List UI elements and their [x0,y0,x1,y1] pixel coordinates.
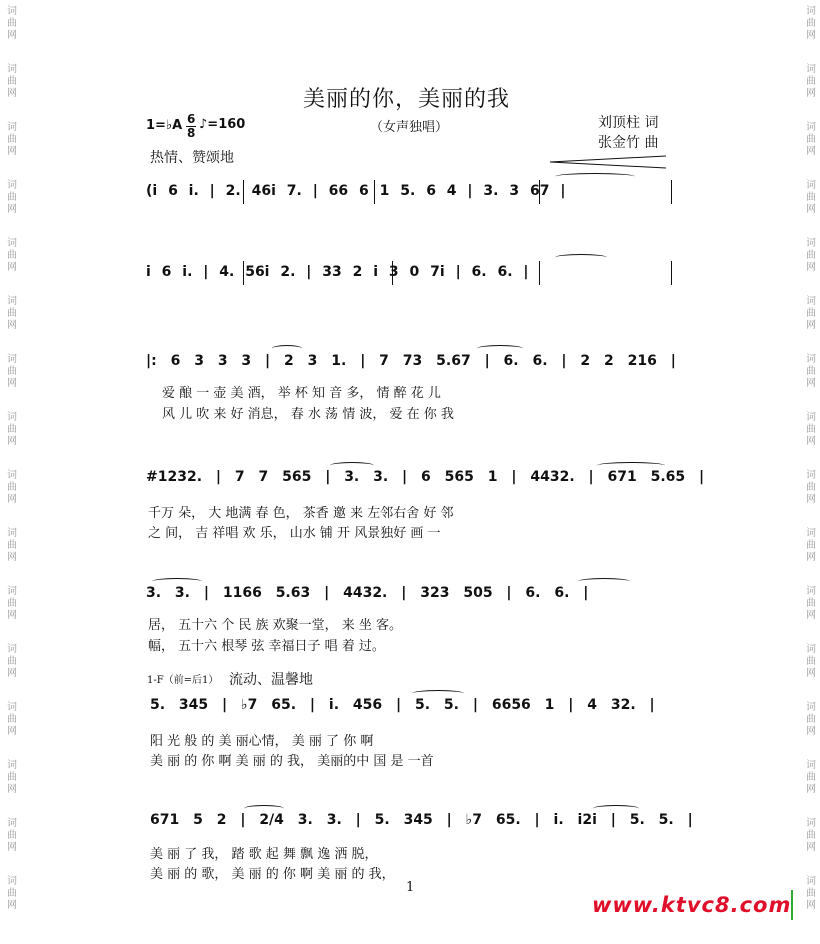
watermark-glyph: 网 [7,494,17,505]
watermark-glyph: 网 [7,552,17,563]
watermark-glyph: 曲 [7,482,17,493]
watermark-glyph: 曲 [806,366,816,377]
lyrics-row-4-verse-1: 千万 朵， 大 地满 春 色， 茶香 邀 来 左邻右舍 好 邻 [148,506,454,521]
watermark-glyph: 曲 [806,656,816,667]
watermark-glyph: 曲 [806,888,816,899]
repeat-instruction: 1-F（前=后1） [147,675,219,686]
score-row-4: #1232. | 7 7 565 | 3. 3. | 6 565 1 | 4432. | 671 5.65 | [146,469,705,485]
watermark-glyph: 词 [806,586,816,597]
watermark-glyph: 曲 [7,366,17,377]
song-subtitle: （女声独唱） [370,120,449,135]
lyrics-row-3-verse-2: 风 儿 吹 来 好 消息， 春 水 荡 情 波， 爱 在 你 我 [162,407,454,422]
watermark-glyph: 曲 [7,18,17,29]
watermark-glyph: 网 [7,726,17,737]
lyrics-row-3-verse-1: 爱 酿 一 壶 美 酒， 举 杯 知 音 多， 情 醉 花 儿 [162,386,441,401]
watermark-glyph: 词 [7,180,17,191]
watermark-glyph: 网 [806,378,816,389]
watermark-glyph: 曲 [806,18,816,29]
watermark-glyph: 曲 [806,424,816,435]
watermark-glyph: 词 [806,296,816,307]
lyrics-row-5-verse-2: 幅， 五十六 根琴 弦 幸福日子 唱 着 过。 [148,639,385,654]
watermark-glyph: 曲 [806,250,816,261]
page-number: 1 [406,880,415,895]
watermark-glyph: 网 [806,494,816,505]
watermark-glyph: 词 [7,586,17,597]
watermark-glyph: 网 [7,30,17,41]
watermark-glyph: 词 [806,354,816,365]
watermark-glyph: 网 [806,436,816,447]
score-row-3: |: 6 3 3 3 | 2 3 1. | 7 73 5.67 | 6. 6. | 2 2 216 | [146,353,676,369]
watermark-glyph: 网 [806,320,816,331]
watermark-glyph: 词 [806,122,816,133]
watermark-glyph: 词 [806,702,816,713]
watermark-glyph: 词 [7,528,17,539]
watermark-right [803,0,819,944]
watermark-glyph: 曲 [806,772,816,783]
watermark-glyph: 曲 [7,830,17,841]
watermark-glyph: 网 [7,204,17,215]
watermark-glyph: 网 [7,842,17,853]
meter-top: 6 [187,112,196,126]
watermark-glyph: 词 [7,296,17,307]
watermark-glyph: 曲 [806,540,816,551]
watermark-glyph: 网 [7,668,17,679]
watermark-glyph: 网 [7,436,17,447]
watermark-glyph: 网 [7,146,17,157]
expression-mark: 热情、赞颂地 [150,150,234,166]
watermark-glyph: 网 [806,88,816,99]
crescendo-mark [548,154,668,170]
watermark-glyph: 曲 [7,540,17,551]
watermark-glyph: 网 [806,900,816,911]
watermark-glyph: 曲 [806,714,816,725]
site-url-divider [791,890,793,920]
watermark-glyph: 词 [7,6,17,17]
watermark-glyph: 网 [806,610,816,621]
score-row-2: i 6 i. | 4. 56i 2. | 33 2 i 3 0 7i | 6. 6. | [146,264,529,280]
watermark-glyph: 词 [7,760,17,771]
watermark-glyph: 词 [7,644,17,655]
lyrics-row-7-verse-1: 美 丽 了 我， 踏 歌 起 舞 飘 逸 洒 脱， [150,847,378,862]
watermark-glyph: 曲 [7,250,17,261]
watermark-glyph: 网 [806,842,816,853]
watermark-glyph: 曲 [7,888,17,899]
watermark-glyph: 网 [806,146,816,157]
watermark-glyph: 词 [806,528,816,539]
lyrics-row-4-verse-2: 之 间， 吉 祥唱 欢 乐， 山水 铺 开 风景独好 画 一 [148,526,441,541]
lyricist: 刘顶柱 词 [598,115,659,131]
watermark-glyph: 曲 [7,714,17,725]
section-expression: 流动、温馨地 [229,672,313,688]
score-row-6: 5. 345 | ♭7 65. | i. 456 | 5. 5. | 6656 1 | 4 32. | [150,697,655,713]
watermark-glyph: 曲 [806,482,816,493]
watermark-glyph: 词 [806,238,816,249]
watermark-glyph: 曲 [7,598,17,609]
watermark-glyph: 网 [7,88,17,99]
watermark-glyph: 曲 [806,192,816,203]
composer: 张金竹 曲 [598,135,659,151]
watermark-glyph: 曲 [7,192,17,203]
song-title: 美丽的你，美丽的我 [303,87,511,112]
watermark-glyph: 曲 [806,76,816,87]
site-url[interactable]: www.ktvc8.com [592,893,792,917]
watermark-glyph: 网 [7,784,17,795]
watermark-glyph: 曲 [7,134,17,145]
watermark-glyph: 词 [806,818,816,829]
watermark-glyph: 曲 [7,772,17,783]
watermark-glyph: 曲 [806,308,816,319]
watermark-glyph: 网 [7,378,17,389]
watermark-glyph: 词 [806,180,816,191]
watermark-glyph: 曲 [7,308,17,319]
watermark-glyph: 词 [806,470,816,481]
watermark-glyph: 曲 [806,598,816,609]
watermark-glyph: 网 [7,610,17,621]
score-row-1: (i 6 i. | 2. 46i 7. | 66 6 1 5. 6 4 | 3. 3 67 | [146,183,566,199]
watermark-glyph: 曲 [7,76,17,87]
watermark-glyph: 词 [7,354,17,365]
watermark-glyph: 词 [7,64,17,75]
watermark-glyph: 词 [806,760,816,771]
watermark-glyph: 网 [806,726,816,737]
watermark-glyph: 词 [7,122,17,133]
watermark-glyph: 网 [806,262,816,273]
tempo-mark: ♪=160 [199,117,246,132]
watermark-glyph: 词 [7,702,17,713]
watermark-glyph: 词 [806,6,816,17]
watermark-glyph: 词 [7,818,17,829]
watermark-glyph: 词 [806,64,816,75]
lyrics-row-6-verse-2: 美 丽 的 你 啊 美 丽 的 我， 美丽的中 国 是 一首 [150,754,434,769]
watermark-glyph: 网 [806,30,816,41]
watermark-glyph: 曲 [7,656,17,667]
watermark-glyph: 曲 [806,134,816,145]
watermark-glyph: 网 [806,784,816,795]
watermark-glyph: 网 [806,552,816,563]
watermark-left [4,0,20,944]
watermark-glyph: 网 [7,320,17,331]
watermark-glyph: 网 [7,900,17,911]
watermark-glyph: 词 [7,876,17,887]
meter-bottom: 8 [187,126,196,140]
watermark-glyph: 曲 [806,830,816,841]
watermark-glyph: 词 [7,238,17,249]
watermark-glyph: 词 [806,644,816,655]
watermark-glyph: 词 [7,470,17,481]
watermark-glyph: 词 [806,876,816,887]
lyrics-row-6-verse-1: 阳 光 般 的 美 丽心情， 美 丽 了 你 啊 [150,734,374,749]
lyrics-row-7-verse-2: 美 丽 的 歌， 美 丽 的 你 啊 美 丽 的 我， [150,867,395,882]
watermark-glyph: 网 [806,204,816,215]
watermark-glyph: 网 [7,262,17,273]
watermark-glyph: 词 [806,412,816,423]
lyrics-row-5-verse-1: 居， 五十六 个 民 族 欢聚一堂， 来 坐 客。 [148,618,403,633]
key-signature: 1=♭A [146,118,183,133]
watermark-glyph: 网 [806,668,816,679]
score-row-5: 3. 3. | 1166 5.63 | 4432. | 323 505 | 6. 6. | [146,585,589,601]
watermark-glyph: 词 [7,412,17,423]
watermark-glyph: 曲 [7,424,17,435]
score-row-7: 671 5 2 | 2/4 3. 3. | 5. 345 | ♭7 65. | i. i2i | 5. 5. | [150,812,693,828]
